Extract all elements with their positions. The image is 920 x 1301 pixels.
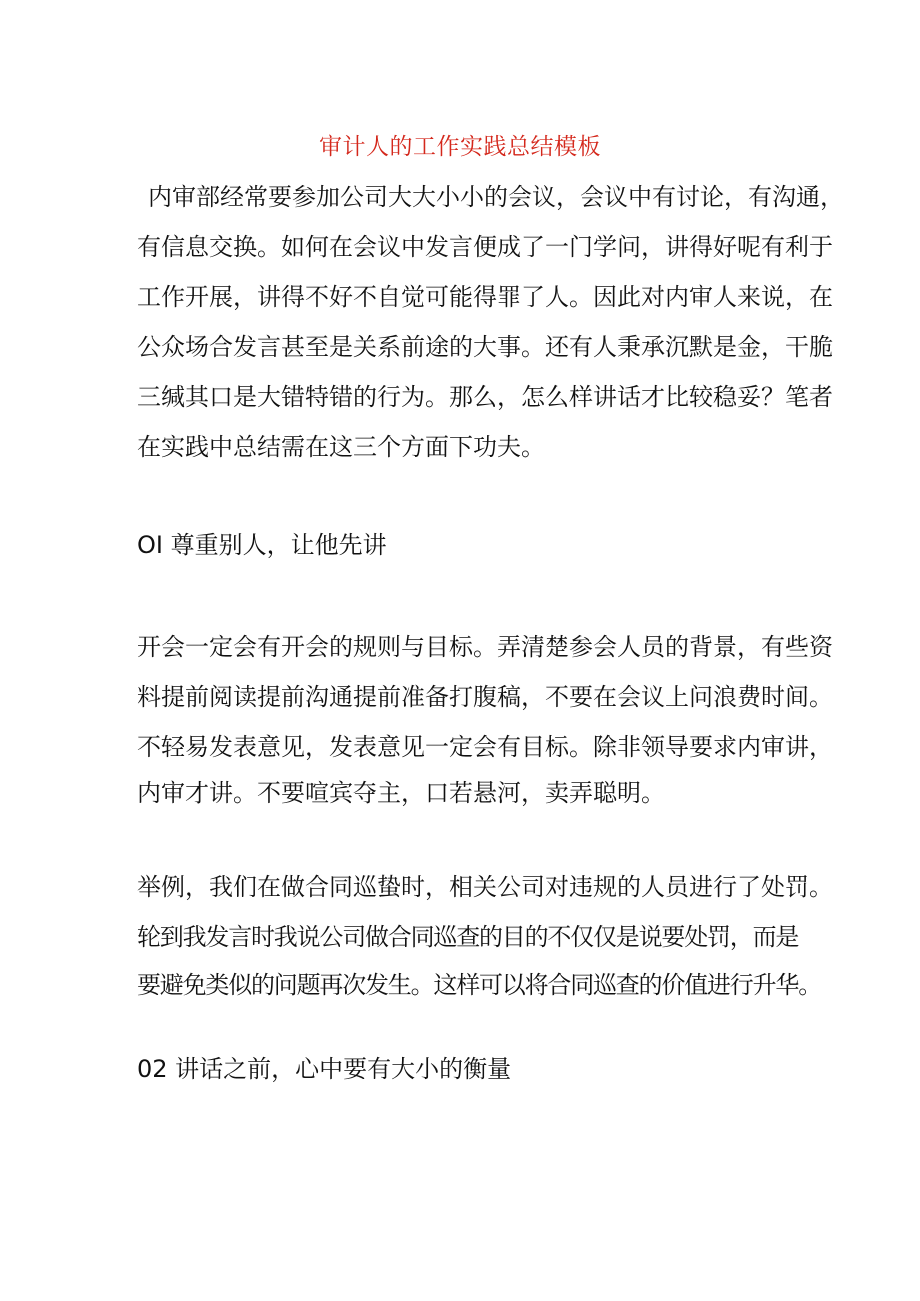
section1-line: 料提前阅读提前沟通提前准备打腹稿，不要在会议上问浪费时间。 (137, 683, 833, 711)
section1-line: 开会一定会有开会的规则与目标。弄清楚参会人员的背景，有些资 (137, 633, 833, 661)
intro-line: 工作开展，讲得不好不自觉可能得罪了人。因此对内审人来说，在 (137, 283, 833, 311)
intro-line: 三缄其口是大错特错的行为。那么，怎么样讲话才比较稳妥？笔者 (137, 383, 833, 411)
intro-line: 公众场合发言甚至是关系前途的大事。还有人秉承沉默是金，干脆 (137, 333, 833, 361)
intro-line: 有信息交换。如何在会议中发言便成了一门学问，讲得好呢有利于 (137, 233, 833, 261)
section-heading-2: 02 讲话之前，心中要有大小的衡量 (137, 1055, 512, 1083)
example-line: 轮到我发言时我说公司做合同巡查的目的不仅仅是说要处罚，而是 (137, 923, 799, 951)
document-title: 审计人的工作实践总结模板 (319, 134, 601, 160)
section1-line: 内审才讲。不要喧宾夺主，口若悬河，卖弄聪明。 (137, 779, 665, 807)
example-line: 举例，我们在做合同巡蛰时，相关公司对违规的人员进行了处罚。 (137, 873, 833, 901)
section-heading-1: OI 尊重别人，让他先讲 (137, 531, 387, 559)
example-line: 要避免类似的问题再次发生。这样可以将合同巡查的价值进行升华。 (137, 971, 821, 999)
intro-line: 在实践中总结需在这三个方面下功夫。 (137, 433, 545, 461)
intro-line: 内审部经常要参加公司大大小小的会议，会议中有讨论，有沟通， (148, 183, 844, 211)
section1-line: 不轻易发表意见，发表意见一定会有目标。除非领导要求内审讲， (137, 733, 833, 761)
